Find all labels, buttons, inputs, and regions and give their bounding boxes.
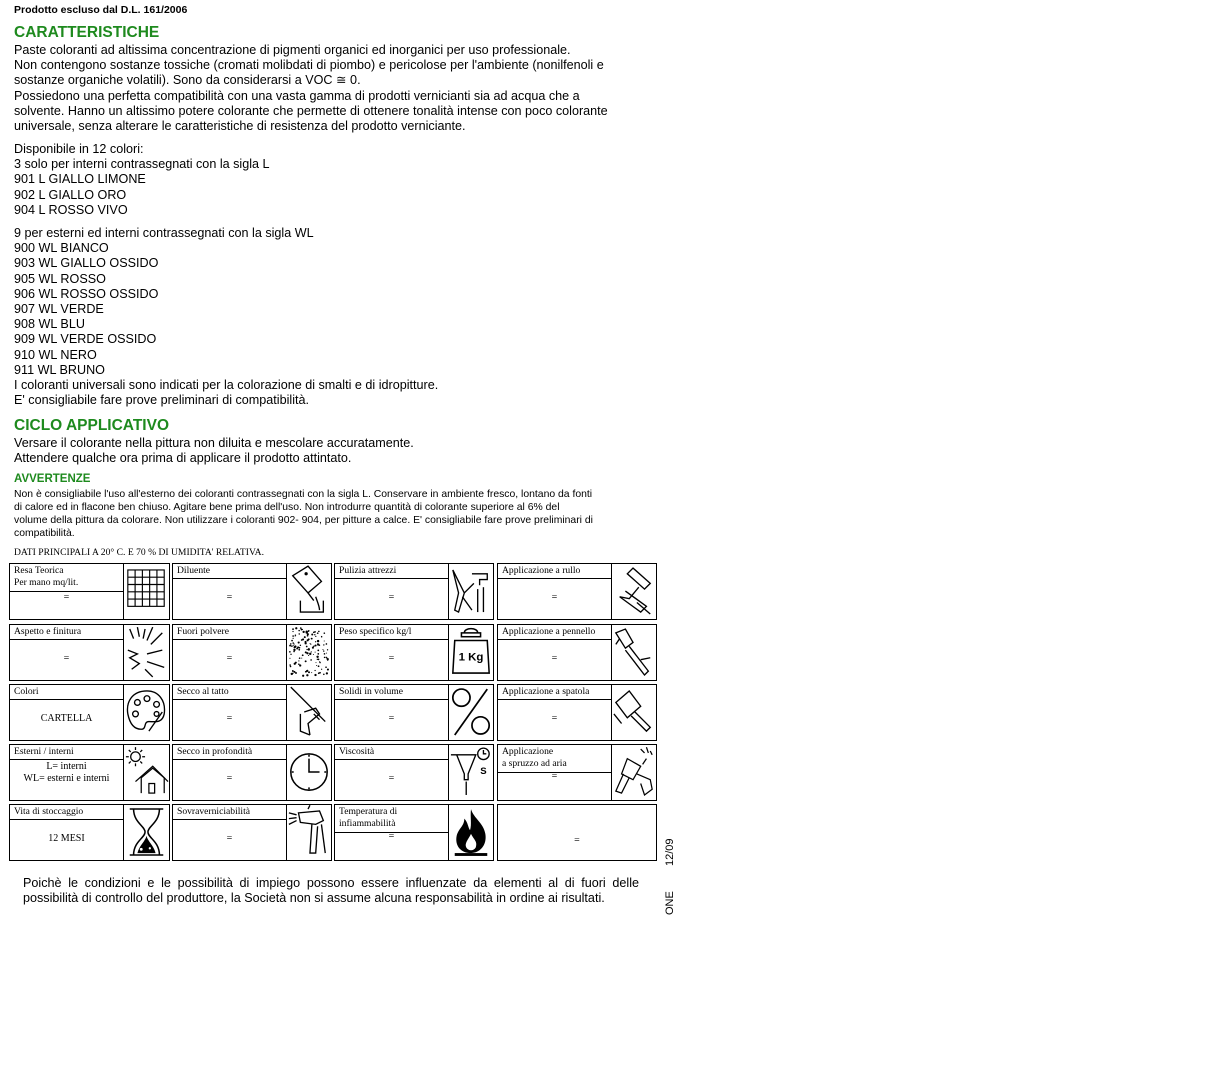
section-title-avvertenze: AVVERTENZE xyxy=(14,473,91,485)
color-item: 903 WL GIALLO OSSIDO xyxy=(14,256,159,271)
cell-fuori-polvere xyxy=(172,624,287,681)
cell-label: Aspetto e finitura xyxy=(14,626,82,637)
cell-value: = xyxy=(63,592,70,603)
disclaimer: Poichè le condizioni e le possibilità di impiego possono essere influenzate da elementi al di fuori delle possibilità di controllo del produttore, la Società non si assume alcuna responsabilità in ordine ai risultati. xyxy=(23,876,639,906)
cell-colori xyxy=(9,684,124,741)
cell-solidi-volume xyxy=(334,684,449,741)
text-line: solvente. Hanno un altissimo potere colorante che permette di ottenere tonalità intense con poco colorante xyxy=(14,103,608,118)
cell-label: Applicazione a pennello xyxy=(502,626,596,637)
weight-icon-label: 1 Kg xyxy=(458,651,484,664)
cell-label: Peso specifico kg/l xyxy=(339,626,412,637)
dust-icon xyxy=(286,624,332,681)
cell-label: Diluente xyxy=(177,565,211,576)
avvertenze-text xyxy=(14,488,648,540)
text-line: Possiedono una perfetta compatibilità con una vasta gamma di prodotti vernicianti sia ad acqua che a xyxy=(14,88,580,103)
cell-diluente xyxy=(172,563,287,620)
color-item: 900 WL BIANCO xyxy=(14,241,109,256)
cell-label: Applicazione a rullo xyxy=(502,565,581,576)
cell-label: Esterni / interni xyxy=(14,746,74,757)
cell-value: WL= esterni e interni xyxy=(23,773,110,784)
closing-line: I coloranti universali sono indicati per la colorazione di smalti e di idropitture. xyxy=(14,378,439,393)
spray-gun-icon xyxy=(286,804,332,861)
spray-hand-icon xyxy=(611,744,657,801)
cell-label: Secco in profondità xyxy=(177,746,253,757)
color-item: 910 WL NERO xyxy=(14,347,97,362)
cell-value: = xyxy=(551,592,558,603)
percent-icon xyxy=(448,684,494,741)
text-line: Attendere qualche ora prima di applicare il prodotto attintato. xyxy=(14,451,352,466)
side-code: ONE xyxy=(664,891,676,915)
caratteristiche-text xyxy=(14,43,648,134)
color-item: 901 L GIALLO LIMONE xyxy=(14,172,146,187)
cell-label: a spruzzo ad aria xyxy=(502,758,567,769)
grid-icon xyxy=(123,563,170,620)
cell-value: = xyxy=(63,653,70,664)
cell-applicazione-rullo xyxy=(497,563,612,620)
side-date: 12/09 xyxy=(664,838,676,866)
viscosity-cup-icon xyxy=(448,744,494,801)
cell-label: Pulizia attrezzi xyxy=(339,565,397,576)
cell-label: Vita di stoccaggio xyxy=(14,806,84,817)
cell-label: Per mano mq/lit. xyxy=(14,577,79,588)
color-list xyxy=(14,142,648,218)
color-item: 904 L ROSSO VIVO xyxy=(14,202,128,217)
text-line: di calore ed in flacone ben chiuso. Agitare bene prima dell'uso. Non introdurre quantità di colorante superiore al 6% del xyxy=(14,502,560,513)
sun-house-icon xyxy=(123,744,170,801)
cell-viscosita xyxy=(334,744,449,801)
cell-value: 12 MESI xyxy=(48,833,85,844)
disponibile-line: Disponibile in 12 colori: xyxy=(14,142,144,156)
color-item: 908 WL BLU xyxy=(14,317,85,332)
cell-applicazione-spruzzo xyxy=(497,744,612,801)
cell-esterni-interni xyxy=(9,744,124,801)
cell-label: Fuori polvere xyxy=(177,626,229,637)
text-line: compatibilità. xyxy=(14,528,75,539)
text-line: universale, senza alterare le caratteristiche di resistenza del prodotto verniciante. xyxy=(14,119,466,134)
roller-icon xyxy=(611,563,657,620)
clock-icon xyxy=(286,744,332,801)
brush-icon xyxy=(611,624,657,681)
closing-line: E' consigliabile fare prove preliminari di compatibilità. xyxy=(14,393,309,408)
hand-touch-icon xyxy=(286,684,332,741)
color-item: 902 L GIALLO ORO xyxy=(14,187,127,202)
cell-value: = xyxy=(226,773,233,784)
text-line: volume della pittura da colorare. Non utilizzare i coloranti 902- 904, per pitture a calce. E' consigliabile fare prove preliminari di xyxy=(14,515,593,526)
color-item: 907 WL VERDE xyxy=(14,302,104,317)
tap-brush-icon xyxy=(448,563,494,620)
spatula-icon xyxy=(611,684,657,741)
text-line: sostanze organiche volatili). Sono da considerarsi a VOC ≅ 0. xyxy=(14,73,361,88)
cell-temperatura-infiammabilita xyxy=(334,804,449,861)
data-table xyxy=(9,563,657,861)
text-line: Versare il colorante nella pittura non diluita e mescolare accuratamente. xyxy=(14,436,414,450)
cell-label: Sovraverniciabilità xyxy=(177,806,250,817)
sparkle-icon xyxy=(123,624,170,681)
section-title-ciclo: CICLO APPLICATIVO xyxy=(14,417,169,434)
cell-value: = xyxy=(226,653,233,664)
cell-value: = xyxy=(551,653,558,664)
cell-label: Colori xyxy=(14,686,39,697)
cell-value: = xyxy=(226,592,233,603)
cell-resa-teorica xyxy=(9,563,124,620)
cell-aspetto-finitura xyxy=(9,624,124,681)
cell-value: = xyxy=(551,713,558,724)
cell-label: infiammabilità xyxy=(339,818,396,829)
hourglass-icon xyxy=(123,804,170,861)
cell-label: Resa Teorica xyxy=(14,565,64,576)
color-list-wl xyxy=(14,226,648,408)
cell-value: = xyxy=(226,833,233,844)
weight-icon xyxy=(448,624,494,681)
cell-value: L= interni xyxy=(46,761,87,772)
cell-label: Secco al tatto xyxy=(177,686,229,697)
product-exclusion-note: Prodotto escluso dal D.L. 161/2006 xyxy=(14,4,188,16)
dati-heading: DATI PRINCIPALI A 20° C. E 70 % DI UMIDITA' RELATIVA. xyxy=(14,547,264,558)
cell-secco-tatto xyxy=(172,684,287,741)
cell-value: = xyxy=(551,771,558,782)
flame-icon xyxy=(448,804,494,861)
text-line: Non contengono sostanze tossiche (cromati molibdati di piombo) e pericolose per l'ambiente (nonilfenoli e xyxy=(14,58,604,73)
color-item: 905 WL ROSSO xyxy=(14,271,106,286)
group-l-title: 3 solo per interni contrassegnati con la sigla L xyxy=(14,157,270,172)
cell-secco-profondita xyxy=(172,744,287,801)
section-title-caratteristiche: CARATTERISTICHE xyxy=(14,24,160,41)
text-line: Non è consigliabile l'uso all'esterno dei coloranti contrassegnati con la sigla L. Conservare in ambiente fresco, lontano da fonti xyxy=(14,489,593,500)
text-line: Paste coloranti ad altissima concentrazione di pigmenti organici ed inorganici per uso professionale. xyxy=(14,43,571,57)
cell-label: Temperatura di xyxy=(339,806,398,817)
color-item: 911 WL BRUNO xyxy=(14,362,105,377)
cell-label: Solidi in volume xyxy=(339,686,403,697)
cell-value: = xyxy=(226,713,233,724)
cell-value: = xyxy=(574,835,580,846)
cell-empty xyxy=(497,804,657,861)
cell-value: = xyxy=(388,831,395,842)
cell-vita-stoccaggio xyxy=(9,804,124,861)
cell-value: = xyxy=(388,592,395,603)
cell-value: = xyxy=(388,773,395,784)
cell-value: CARTELLA xyxy=(40,713,93,724)
viscosity-icon-label: S xyxy=(480,765,487,777)
group-wl-title: 9 per esterni ed interni contrassegnati con la sigla WL xyxy=(14,226,314,240)
pouring-can-icon xyxy=(286,563,332,620)
palette-icon xyxy=(123,684,170,741)
cell-value: = xyxy=(388,653,395,664)
cell-peso-specifico xyxy=(334,624,449,681)
cell-label: Applicazione a spatola xyxy=(502,686,590,697)
cell-label: Viscosità xyxy=(339,746,375,757)
cell-pulizia-attrezzi xyxy=(334,563,449,620)
cell-value: = xyxy=(388,713,395,724)
color-item: 906 WL ROSSO OSSIDO xyxy=(14,286,159,301)
ciclo-text xyxy=(14,436,648,466)
cell-applicazione-pennello xyxy=(497,624,612,681)
cell-label: Applicazione xyxy=(502,746,554,757)
color-item: 909 WL VERDE OSSIDO xyxy=(14,332,157,347)
cell-sovraverniciabilita xyxy=(172,804,287,861)
cell-applicazione-spatola xyxy=(497,684,612,741)
